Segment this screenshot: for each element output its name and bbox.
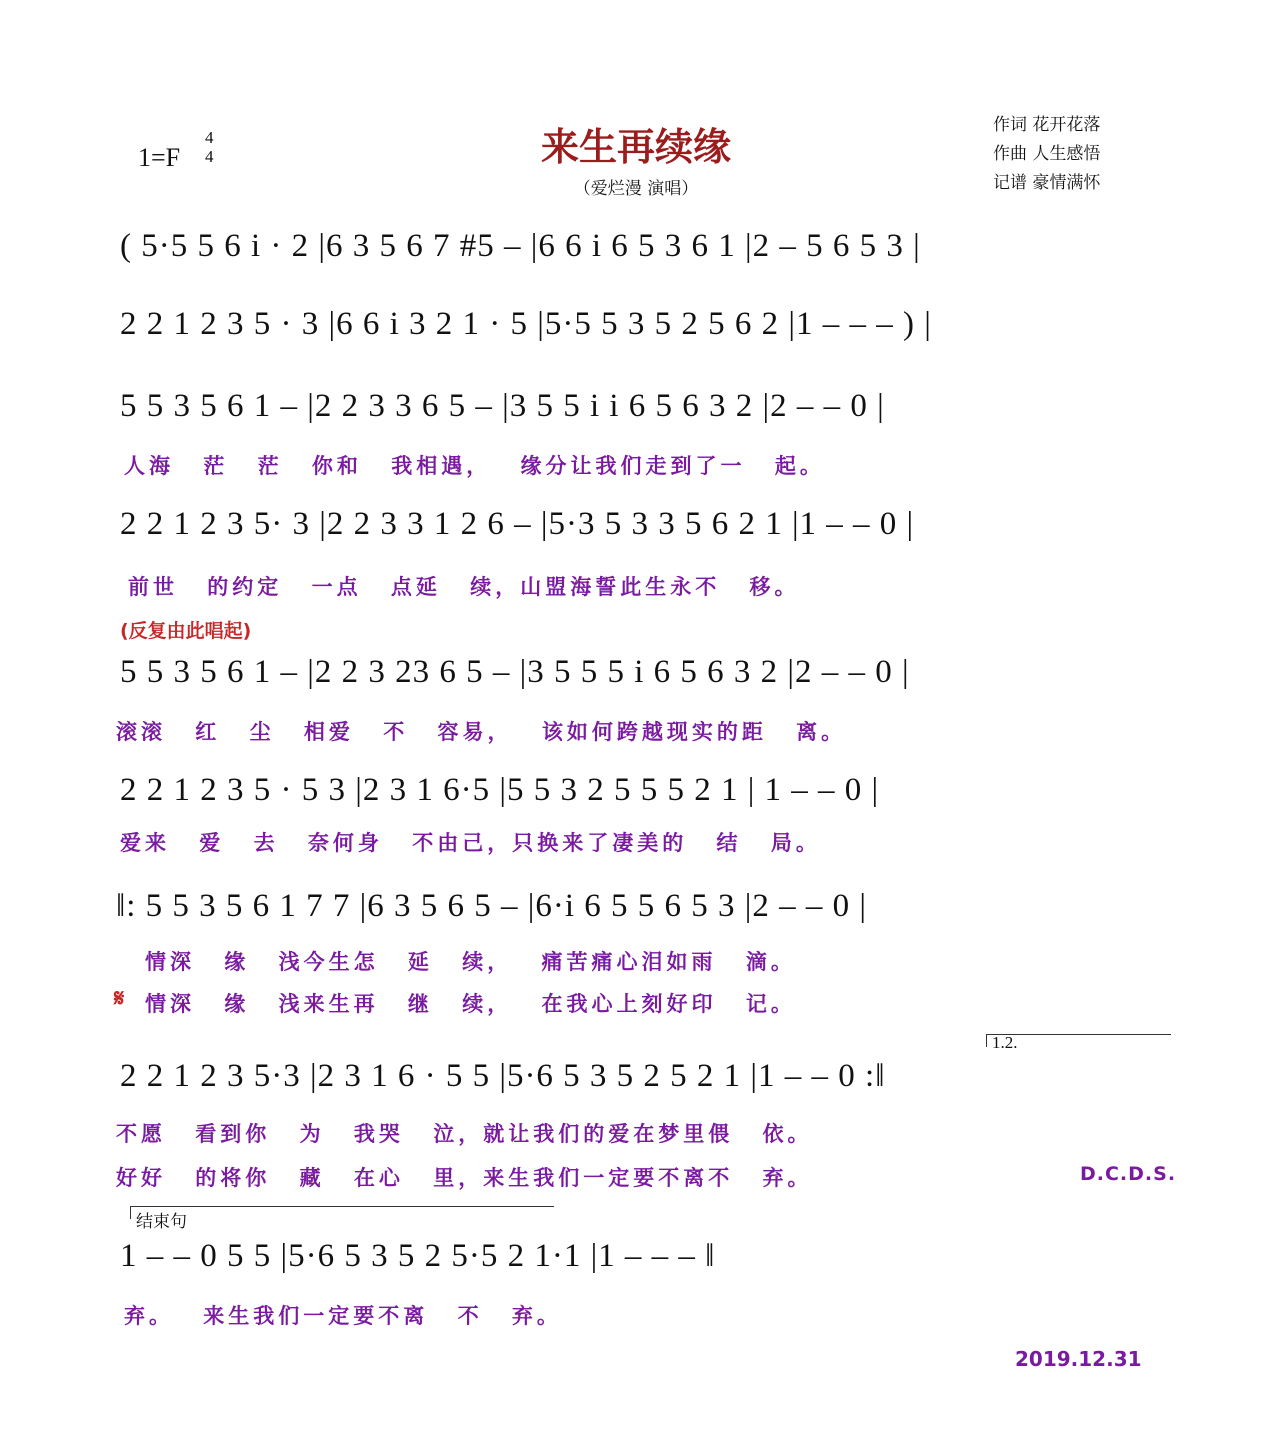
- notation-row-5: 5 5 3 5 6 1 – |2 2 3 23 6 5 – |3 5 5 5 i 6 5 6 3 2 |2 – – 0 |: [120, 654, 910, 690]
- song-title: 来生再续缘: [540, 125, 731, 169]
- ending-bracket: [130, 1206, 554, 1219]
- lyrics-row-8a: 不愿 看到你 为 我哭 泣，就让我们的爱在梦里偎 依。: [116, 1122, 813, 1146]
- lyrics-row-5: 滚滚 红 尘 相爱 不 容易， 该如何跨越现实的距 离。: [116, 720, 847, 744]
- lyrics-row-3: 人海 茫 茫 你和 我相遇， 缘分让我们走到了一 起。: [124, 454, 825, 478]
- volta-label: 1.2.: [992, 1033, 1018, 1052]
- lyrics-row-9: 弃。 来生我们一定要不离 不 弃。: [124, 1304, 562, 1328]
- credit-transcriber: 记谱 豪情满怀: [993, 173, 1101, 193]
- key-signature: 1=F: [138, 143, 181, 172]
- lyrics-row-6: 爱来 爱 去 奈何身 不由己，只换来了凄美的 结 局。: [120, 831, 821, 855]
- notation-row-9: 1 – – 0 5 5 |5·6 5 3 5 2 5·5 2 1·1 |1 – – – ‖: [120, 1238, 716, 1274]
- performer: （爱烂漫 演唱）: [573, 179, 699, 199]
- segno-icon: 𝄋: [114, 984, 125, 1012]
- date: 2019.12.31: [1015, 1347, 1142, 1371]
- lyrics-row-8b: 好好 的将你 藏 在心 里，来生我们一定要不离不 弃。: [116, 1166, 813, 1190]
- time-signature-top: 4: [205, 128, 214, 147]
- notation-row-1: ( 5·5 5 6 i · 2 |6 3 5 6 7 #5 – |6 6 i 6 5 3 6 1 |2 – 5 6 5 3 |: [120, 228, 921, 264]
- notation-row-4: 2 2 1 2 3 5· 3 |2 2 3 3 1 2 6 – |5·3 5 3 3 5 6 2 1 |1 – – 0 |: [120, 506, 915, 542]
- dc-ds-marking: D.C.D.S.: [1080, 1163, 1177, 1185]
- repeat-start-note: (反复由此唱起): [120, 620, 252, 642]
- credit-composer: 作曲 人生感悟: [993, 144, 1101, 164]
- time-signature-bottom: 4: [205, 147, 214, 166]
- notation-row-6: 2 2 1 2 3 5 · 5 3 |2 3 1 6·5 |5 5 3 2 5 5 5 2 1 | 1 – – 0 |: [120, 772, 880, 808]
- lyrics-row-7b: 情深 缘 浅来生再 继 续， 在我心上刻好印 记。: [145, 992, 796, 1016]
- notation-row-2: 2 2 1 2 3 5 · 3 |6 6 i 3 2 1 · 5 |5·5 5 3 5 2 5 6 2 |1 – – – ) |: [120, 306, 932, 342]
- lyrics-row-4: 前世 的约定 一点 点延 续，山盟海誓此生永不 移。: [128, 575, 800, 599]
- notation-row-8: 2 2 1 2 3 5·3 |2 3 1 6 · 5 5 |5·6 5 3 5 2 5 2 1 |1 – – 0 :‖: [120, 1058, 886, 1094]
- credit-lyricist: 作词 花开花落: [993, 115, 1101, 135]
- ending-label: 结束句: [136, 1212, 187, 1232]
- lyrics-row-7a: 情深 缘 浅今生怎 延 续， 痛苦痛心泪如雨 滴。: [145, 950, 796, 974]
- notation-row-3: 5 5 3 5 6 1 – |2 2 3 3 6 5 – |3 5 5 i i 6 5 6 3 2 |2 – – 0 |: [120, 388, 885, 424]
- notation-row-7: ‖: 5 5 3 5 6 1 7 7 |6 3 5 6 5 – |6·i 6 5 5 6 5 3 |2 – – 0 |: [116, 888, 868, 924]
